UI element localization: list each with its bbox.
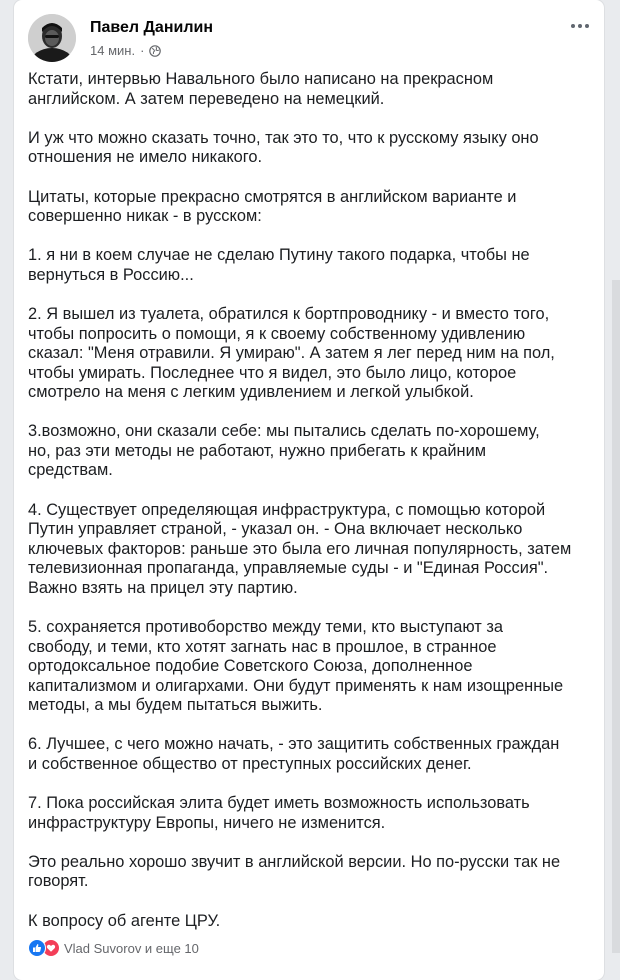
reactions-text[interactable]: Vlad Suvorov и еще 10: [64, 940, 199, 956]
page-scrollbar[interactable]: [612, 280, 620, 953]
author-name[interactable]: Павел Данилин: [90, 19, 213, 36]
paragraph: И уж что можно сказать точно, так это то, что к русскому языку оно отношения не имело никакого.: [28, 128, 539, 167]
paragraph: Кстати, интервью Навального было написано на прекрасном английском. А затем переведено на немецкий.: [28, 70, 494, 108]
paragraph: Это реально хорошо звучит в английской версии. Но по-русски так не говорят.: [28, 852, 561, 891]
paragraph: К вопросу об агенте ЦРУ.: [28, 911, 221, 930]
more-options-icon[interactable]: [566, 16, 594, 36]
paragraph: 6. Лучшее, с чего можно начать, - это защитить собственных граждан и собственное общество от преступных российских денег.: [28, 735, 560, 773]
post-text: [28, 70, 598, 951]
paragraph: 5. сохраняется противоборство между теми, кто выступают за свободу, и теми, кто хотят загнать нас в прошлое, в странное ортодоксальное подобие Советского Союза, дополненное капитализмом и олигархами. Они будут применять к нам изощренные методы, а мы будем пытаться выжить.: [28, 618, 564, 715]
post-card: [14, 0, 604, 980]
paragraph: 7. Пока российская элита будет иметь возможность использовать инфраструктуру Европы, ничего не изменится.: [28, 794, 530, 832]
globe-icon[interactable]: [149, 45, 161, 57]
paragraph: 3.возможно, они сказали себе: мы пытались сделать по-хорошему, но, раз эти методы не работают, нужно прибегать к крайним средствам.: [28, 422, 540, 480]
meta-separator: ·: [140, 43, 145, 58]
reactions-summary[interactable]: [28, 939, 199, 957]
post-time[interactable]: 14 мин.: [90, 43, 136, 58]
like-icon: [28, 939, 46, 957]
paragraph: Цитаты, которые прекрасно смотрятся в английском варианте и совершенно никак - в русском:: [28, 187, 517, 226]
avatar-image: [28, 14, 76, 62]
author-avatar[interactable]: [28, 14, 76, 62]
paragraph: 1. я ни в коем случае не сделаю Путину такого подарка, чтобы не вернуться в Россию...: [28, 246, 530, 284]
post-meta: [90, 43, 161, 58]
paragraph: 4. Существует определяющая инфраструктура, с помощью которой Путин управляет страной, - указал он. - Она включает несколько ключевых факторов: раньше это была его личная популярность, затем телевизионная пропаганда, управляемые суды - и "Единая Россия". Важно взять на прицел эту партию.: [28, 500, 572, 597]
paragraph: 2. Я вышел из туалета, обратился к бортпроводнику - и вместо того, чтобы попросить о помощи, я к своему собственному удивлению сказал: "Меня отравили. Я умираю". А затем я лег перед ним на пол, чтобы умирать. Последнее что я видел, это было лицо, которое смотрело на меня с легким удивлением и легкой улыбкой.: [28, 305, 555, 402]
